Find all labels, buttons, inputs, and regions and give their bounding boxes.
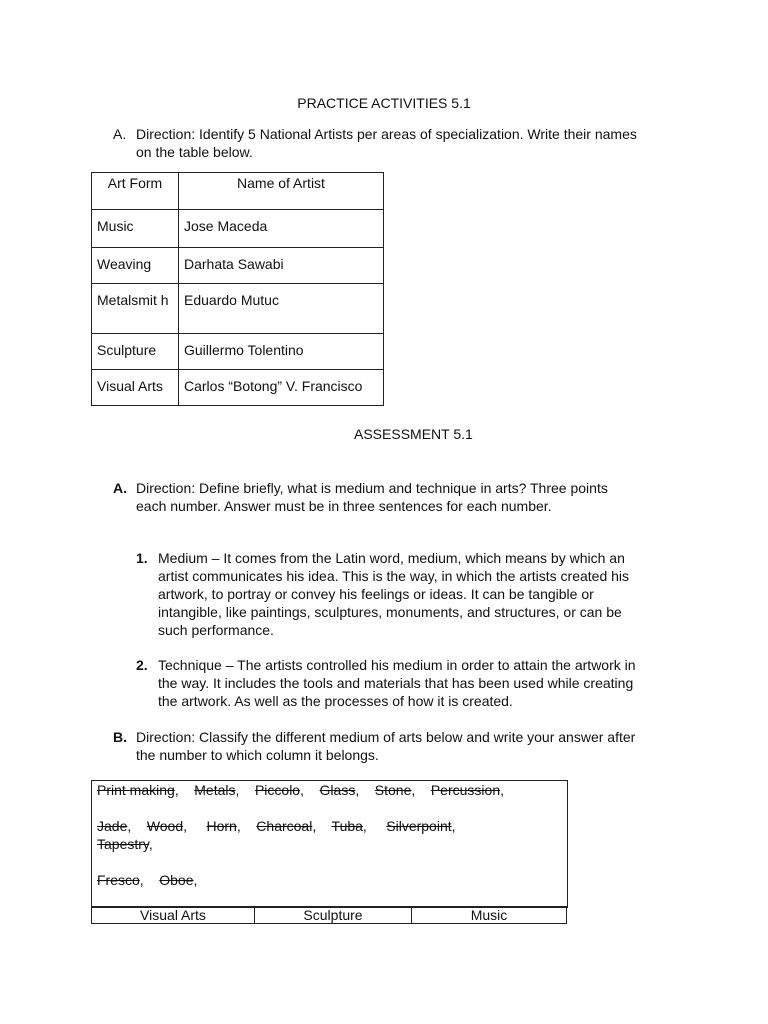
art-form-cell: Sculpture	[92, 334, 179, 370]
practice-title: PRACTICE ACTIVITIES 5.1	[297, 95, 471, 111]
table-header-art-form: Art Form	[92, 173, 179, 210]
table-row	[92, 284, 384, 334]
word-row-2: Jade, Wood, Horn, Charcoal, Tuba, Silverpoint,	[97, 818, 456, 834]
art-form-cell: Visual Arts	[92, 370, 179, 406]
column-visual-arts: Visual Arts	[92, 907, 255, 924]
practice-direction-label: A.	[113, 126, 127, 142]
word-item: Wood	[146, 818, 184, 834]
assessment-a-line-1: Direction: Define briefly, what is medium and technique in arts? Three points	[136, 480, 608, 496]
assessment-b-direction	[136, 728, 706, 764]
item-1-answer	[158, 549, 718, 639]
word-item: Jade	[97, 818, 128, 834]
artist-cell: Carlos “Botong” V. Francisco	[179, 370, 384, 406]
word-item: Fresco	[97, 872, 140, 888]
artist-cell: Jose Maceda	[179, 210, 384, 248]
item-1-line: artist communicates his idea. This is the way, in which the artists created his	[158, 568, 630, 584]
item-1-line: artwork, to portray or convey his feelings or ideas. It can be tangible or	[158, 586, 594, 602]
word-item: Charcoal	[256, 818, 313, 834]
word-item: Tuba	[331, 818, 363, 834]
column-sculpture: Sculpture	[255, 907, 412, 924]
item-2-line: the way. It includes the tools and materials that has been used while creating	[158, 675, 634, 691]
table-row	[92, 334, 384, 370]
assessment-a-label: A.	[113, 480, 127, 496]
item-2-number: 2.	[136, 657, 148, 673]
assessment-a-direction	[136, 479, 706, 515]
assessment-b-line-2: the number to which column it belongs.	[136, 747, 379, 763]
assessment-title: ASSESSMENT 5.1	[354, 426, 473, 442]
art-form-cell: Music	[92, 210, 179, 248]
table-row	[92, 370, 384, 406]
word-item: Stone	[374, 782, 412, 798]
artist-cell: Darhata Sawabi	[179, 248, 384, 284]
word-item: Tapestry	[97, 836, 149, 852]
word-item: Print making	[97, 782, 175, 798]
word-item: Piccolo	[254, 782, 301, 798]
word-row-3: Fresco, Oboe,	[97, 872, 198, 888]
word-item: Percussion	[430, 782, 501, 798]
table-header-artist: Name of Artist	[179, 173, 384, 210]
table-row	[92, 210, 384, 248]
classification-header-row	[92, 907, 567, 924]
item-1-line: Medium – It comes from the Latin word, medium, which means by which an	[158, 550, 625, 566]
word-row-1: Print making, Metals, Piccolo, Glass, Stone, Percussion,	[97, 782, 504, 798]
word-row-2b: Tapestry,	[97, 836, 153, 852]
word-item: Metals	[194, 782, 236, 798]
item-2-line: Technique – The artists controlled his medium in order to attain the artwork in	[158, 657, 636, 673]
national-artists-table	[91, 172, 384, 406]
word-item: Glass	[319, 782, 356, 798]
word-item: Horn	[206, 818, 237, 834]
practice-direction-line-2: on the table below.	[136, 144, 253, 160]
item-1-line: such performance.	[158, 622, 274, 638]
assessment-b-label: B.	[113, 729, 127, 745]
column-music: Music	[412, 907, 567, 924]
item-2-answer	[158, 656, 718, 710]
word-item: Silverpoint	[386, 818, 452, 834]
practice-direction-line-1: Direction: Identify 5 National Artists per areas of specialization. Write their names	[136, 126, 637, 142]
table-header-row	[92, 173, 384, 210]
word-item: Oboe	[159, 872, 194, 888]
table-row	[92, 248, 384, 284]
item-1-number: 1.	[136, 550, 148, 566]
art-form-cell: Metalsmit h	[92, 284, 179, 334]
item-1-line: intangible, like paintings, sculptures, monuments, and structures, or can be	[158, 604, 622, 620]
artist-cell: Eduardo Mutuc	[179, 284, 384, 334]
art-form-cell: Weaving	[92, 248, 179, 284]
item-2-line: the artwork. As well as the processes of how it is created.	[158, 693, 513, 709]
practice-direction	[136, 125, 706, 161]
artist-cell: Guillermo Tolentino	[179, 334, 384, 370]
assessment-b-line-1: Direction: Classify the different medium of arts below and write your answer after	[136, 729, 636, 745]
classification-columns	[91, 906, 567, 924]
assessment-a-line-2: each number. Answer must be in three sentences for each number.	[136, 498, 552, 514]
